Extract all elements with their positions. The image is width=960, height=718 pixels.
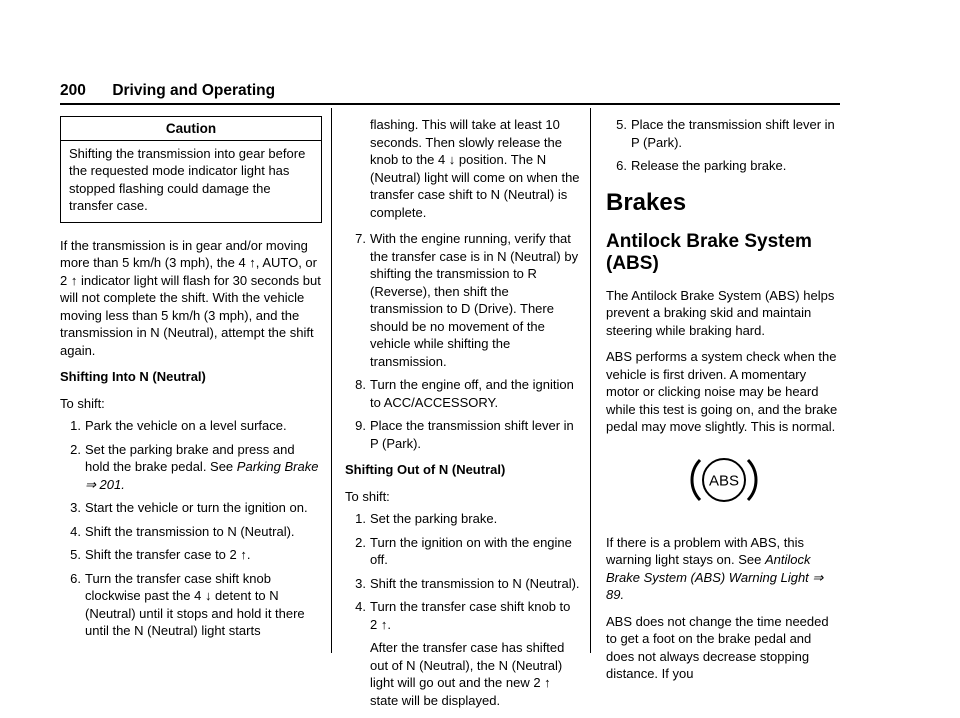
step-number: 8. (355, 377, 366, 392)
p3-text: If there is a problem with ABS, this warning light stays on. See (606, 534, 804, 567)
step-text: Shift the transfer case to 2 ↑. (85, 547, 251, 562)
list-item (345, 534, 581, 569)
intro-paragraph: If the transmission is in gear and/or moving more than 5 km/h (3 mph), the 4 ↑, AUTO, or 2 ↑ indicator light will flash for 30 seconds but will not complete the shift. With the vehicle moving less than 5 km/h (3 mph), and the transmission in N (Neutral), attempt the shift again. (60, 237, 321, 358)
step-text: Turn the transfer case shift knob to 2 ↑. (370, 599, 571, 632)
to-shift-label: To shift: (345, 488, 390, 504)
step-text: Set the parking brake and press and hold the brake pedal. See (85, 441, 295, 474)
page-ref-89-link[interactable]: ⇒ 89. (606, 569, 824, 602)
step-number: 6. (616, 158, 627, 173)
list-item (345, 510, 581, 528)
step-number: 5. (616, 117, 627, 132)
subheading-shifting-into-neutral: Shifting Into N (Neutral) (60, 369, 206, 384)
to-shift-label: To shift: (60, 395, 105, 411)
step-text: Turn the engine off, and the ignition to ACC/ACCESSORY. (370, 377, 574, 410)
step-note: After the transfer case has shifted out of N (Neutral), the N (Neutral) light will go out and the new 2 ↑ state will be displayed. (370, 640, 565, 708)
abs-icon (688, 452, 760, 508)
steps-list-2 (345, 230, 581, 452)
step-text: Start the vehicle or turn the ignition on. (85, 500, 308, 515)
page-ref-201-link[interactable]: ⇒ 201. (85, 476, 125, 492)
abs-paragraph-3 (606, 534, 842, 604)
step-text: Set the parking brake. (370, 511, 498, 526)
abs-warning-light-link[interactable]: Antilock Brake System (ABS) Warning Light (606, 552, 811, 585)
list-item (60, 417, 322, 435)
step-text: Shift the transmission to N (Neutral). (85, 523, 295, 539)
step-text: Release the parking brake. (631, 158, 787, 173)
step-number: 1. (70, 418, 81, 433)
section-title: Driving and Operating (112, 82, 276, 99)
list-item (60, 570, 322, 640)
step-number: 3. (355, 575, 366, 591)
step-number: 2. (70, 441, 81, 457)
caution-body: Shifting the transmission into gear before the requested mode indicator light has stopped flashing could damage the transfer case. (69, 145, 306, 213)
step-number: 1. (355, 511, 366, 526)
abs-icon-text: ABS (708, 472, 740, 489)
column-2 (345, 116, 581, 718)
step-number: 6. (70, 570, 81, 586)
heading-brakes: Brakes (606, 188, 687, 216)
step-number: 5. (70, 547, 81, 562)
column-1 (60, 116, 322, 649)
subheading-shifting-out-of-neutral: Shifting Out of N (Neutral) (345, 462, 506, 477)
steps-list-4 (606, 116, 842, 175)
page-header (60, 82, 840, 100)
page-number: 200 (60, 82, 86, 99)
list-item (345, 376, 581, 411)
list-item (60, 441, 322, 494)
list-item (60, 499, 322, 517)
step-text: Shift the transmission to N (Neutral). (370, 575, 580, 591)
abs-paragraph-2: ABS performs a system check when the vehicle is first driven. A momentary motor or clicking noise may be heard while this test is going on, and the brake pedal may move slightly. This is normal. (606, 349, 838, 434)
list-item (345, 230, 581, 370)
list-item (60, 523, 322, 541)
caution-box (60, 116, 322, 223)
list-item (345, 417, 581, 452)
column-3 (606, 116, 842, 692)
steps-list-1 (60, 417, 322, 640)
heading-abs: Antilock Brake System (ABS) (606, 230, 812, 274)
steps-list-3 (345, 510, 581, 709)
column-divider-1 (331, 108, 332, 653)
step-number: 4. (355, 599, 366, 614)
step-number: 3. (70, 500, 81, 515)
list-item (60, 546, 322, 564)
list-item (606, 157, 842, 175)
step-text: Turn the transfer case shift knob clockwise past the 4 ↓ detent to N (Neutral) until it stops and hold it there until the N (Neutral) light starts (85, 570, 305, 638)
header-rule (60, 103, 840, 105)
abs-warning-icon (606, 452, 842, 512)
column-divider-2 (590, 108, 591, 653)
parking-brake-link[interactable]: Parking Brake (236, 459, 319, 474)
step-text: With the engine running, verify that the transfer case is in N (Neutral) by shifting the transmission to R (Reverse), then shift the transmission to D (Drive). There should be no movement of the vehicle while shifting the transmission. (370, 231, 579, 369)
abs-paragraph-4: ABS does not change the time needed to get a foot on the brake pedal and does not always decrease stopping distance. If you (606, 613, 829, 681)
caution-title: Caution (165, 121, 217, 136)
step-text: Place the transmission shift lever in P (Park). (631, 117, 835, 150)
step-text: Turn the ignition on with the engine off. (370, 534, 572, 567)
step-number: 4. (70, 523, 81, 539)
list-item (606, 116, 842, 151)
step-6-continuation: flashing. This will take at least 10 seconds. Then slowly release the knob to the 4 ↓ position. The N (Neutral) light will come on when the transfer case shift to N (Neutral) is complete. (370, 117, 580, 220)
step-number: 2. (355, 534, 366, 550)
step-number: 7. (355, 231, 366, 246)
step-text: Place the transmission shift lever in P (Park). (370, 418, 574, 451)
step-text: Park the vehicle on a level surface. (85, 418, 287, 433)
list-item (345, 575, 581, 593)
abs-paragraph-1: The Antilock Brake System (ABS) helps prevent a braking skid and maintain steering while braking hard. (606, 287, 835, 338)
step-number: 9. (355, 418, 366, 433)
list-item (345, 598, 581, 709)
